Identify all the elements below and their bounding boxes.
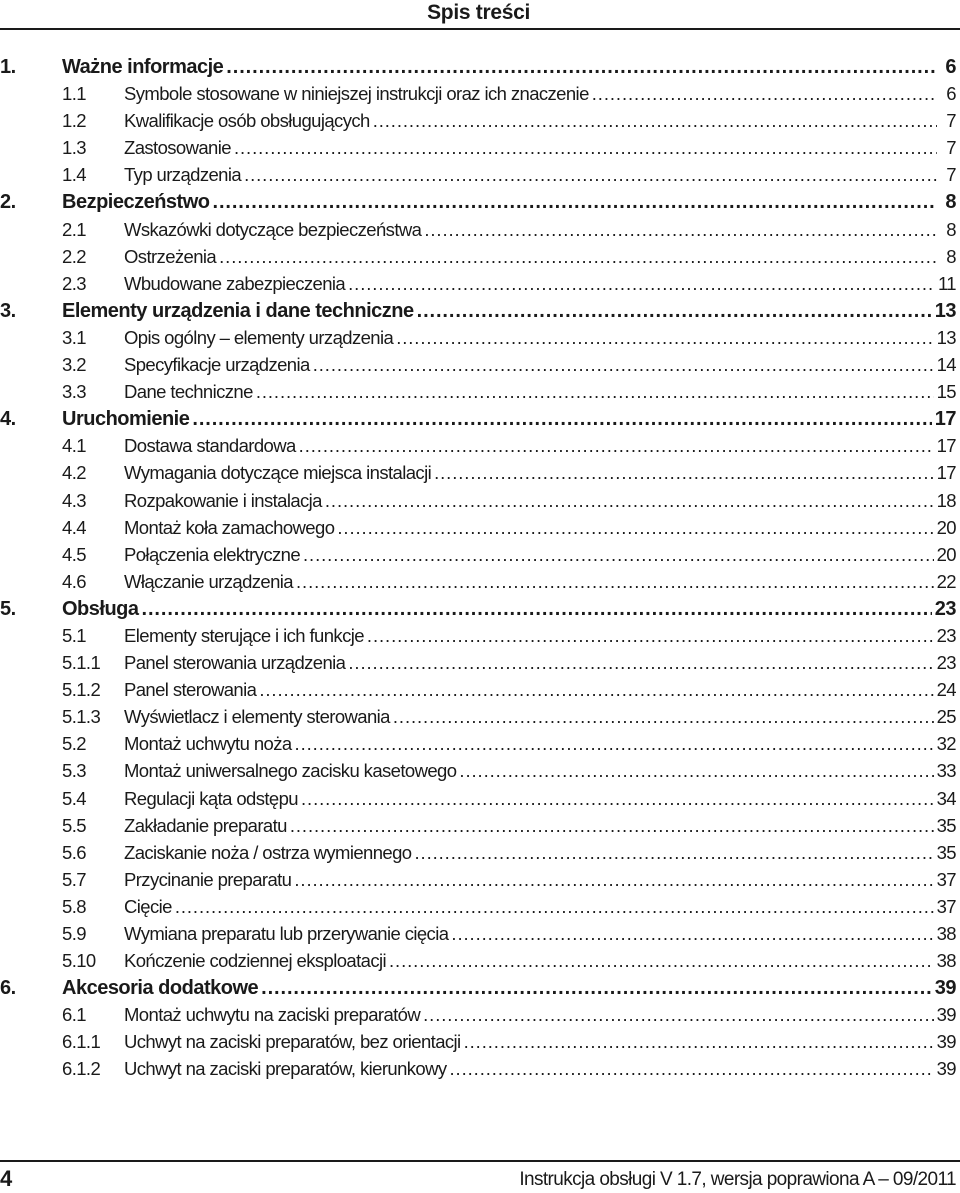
toc-entry-number: 5.4 [62, 787, 86, 809]
toc-chapter-entry[interactable] [0, 191, 960, 218]
toc-entry-title: Kończenie codziennej eksploatacji [124, 950, 386, 972]
toc-entry-title: Typ urządzenia [124, 164, 242, 186]
toc-section-entry[interactable] [0, 462, 960, 489]
toc-dot-leader [417, 300, 932, 323]
toc-chapter-entry[interactable] [0, 56, 960, 83]
toc-section-entry[interactable] [0, 354, 960, 381]
toc-entry-page: 39 [936, 1058, 956, 1080]
toc-entry-number: 6. [0, 977, 16, 1000]
toc-entry-title: Przycinanie preparatu [124, 868, 292, 890]
footer-document-info: Instrukcja obsługi V 1.7, wersja poprawiona A – 09/2011 [519, 1169, 956, 1190]
toc-entry-number: 4.2 [62, 462, 86, 484]
toc-entry-title: Panel sterowania [124, 679, 257, 701]
toc-entry-title: Montaż uchwytu na zaciski preparatów [124, 1004, 421, 1026]
toc-section-entry[interactable] [0, 1004, 960, 1031]
toc-section-entry[interactable] [0, 842, 960, 869]
toc-section-entry[interactable] [0, 219, 960, 246]
toc-entry-title: Włączanie urządzenia [124, 570, 293, 592]
toc-entry-title: Rozpakowanie i instalacja [124, 489, 322, 511]
footer-divider [0, 1160, 960, 1162]
toc-entry-title: Zakładanie preparatu [124, 814, 287, 836]
toc-section-entry[interactable] [0, 544, 960, 571]
toc-entry-number: 2.2 [62, 245, 86, 267]
toc-dot-leader [325, 490, 934, 512]
toc-dot-leader [313, 354, 934, 376]
toc-entry-title: Dostawa standardowa [124, 435, 296, 457]
toc-dot-leader [244, 164, 937, 186]
toc-entry-number: 5.1.2 [62, 679, 101, 701]
toc-entry-number: 4.3 [62, 489, 86, 511]
toc-entry-number: 1.2 [62, 110, 86, 132]
toc-dot-leader [256, 381, 934, 403]
toc-entry-title: Ostrzeżenia [124, 245, 217, 267]
toc-entry-page: 11 [937, 272, 956, 294]
toc-chapter-entry[interactable] [0, 598, 960, 625]
toc-entry-number: 3.2 [62, 354, 86, 376]
toc-entry-title: Symbole stosowane w niniejszej instrukcji oraz ich znaczenie [124, 83, 589, 105]
toc-entry-title: Elementy urządzenia i dane techniczne [62, 299, 414, 322]
toc-entry-title: Uchwyt na zaciski preparatów, kierunkowy [124, 1058, 447, 1080]
toc-section-entry[interactable] [0, 896, 960, 923]
toc-dot-leader [290, 815, 934, 837]
toc-entry-number: 1.3 [62, 137, 86, 159]
toc-entry-title: Wyświetlacz i elementy sterowania [124, 706, 390, 728]
toc-entry-number: 5.1.1 [62, 652, 101, 674]
toc-section-entry[interactable] [0, 733, 960, 760]
toc-entry-page: 6 [945, 56, 956, 78]
toc-dot-leader [424, 219, 937, 241]
toc-section-entry[interactable] [0, 110, 960, 137]
toc-entry-title: Opis ogólny – elementy urządzenia [124, 326, 394, 348]
toc-entry-number: 1.1 [62, 83, 86, 105]
toc-entry-number: 5.8 [62, 895, 86, 917]
toc-entry-number: 4.6 [62, 570, 86, 592]
toc-entry-title: Dane techniczne [124, 381, 253, 403]
toc-chapter-entry[interactable] [0, 300, 960, 327]
toc-entry-number: 5.3 [62, 760, 86, 782]
toc-chapter-entry[interactable] [0, 977, 960, 1004]
toc-entry-page: 22 [936, 570, 956, 592]
toc-entry-page: 39 [934, 977, 956, 1000]
toc-entry-title: Akcesoria dodatkowe [62, 977, 259, 1000]
toc-dot-leader [299, 435, 934, 457]
toc-dot-leader [459, 760, 933, 782]
toc-entry-title: Połączenia elektryczne [124, 543, 301, 565]
toc-entry-number: 4.4 [62, 516, 86, 538]
toc-dot-leader [393, 706, 934, 728]
toc-entry-page: 8 [946, 245, 956, 267]
toc-entry-page: 7 [946, 110, 956, 132]
toc-section-entry[interactable] [0, 869, 960, 896]
toc-entry-title: Uchwyt na zaciski preparatów, bez orientacji [124, 1031, 461, 1053]
toc-entry-page: 7 [946, 164, 956, 186]
toc-dot-leader [592, 83, 937, 105]
toc-entry-title: Panel sterowania urządzenia [124, 652, 346, 674]
toc-entry-number: 3.3 [62, 381, 86, 403]
toc-entry-number: 4.5 [62, 543, 86, 565]
toc-dot-leader [296, 571, 934, 593]
toc-dot-leader [301, 788, 934, 810]
toc-entry-number: 2.3 [62, 272, 86, 294]
toc-section-entry[interactable] [0, 137, 960, 164]
toc-dot-leader [373, 110, 937, 132]
toc-entry-number: 5.5 [62, 814, 86, 836]
toc-entry-page: 13 [934, 299, 956, 322]
toc-entry-page: 38 [936, 923, 956, 944]
toc-dot-leader [337, 517, 933, 539]
toc-dot-leader [294, 869, 933, 891]
toc-entry-number: 4. [0, 408, 16, 431]
toc-section-entry[interactable] [0, 788, 960, 815]
toc-entry-number: 5.9 [62, 923, 86, 944]
toc-section-entry[interactable] [0, 327, 960, 354]
toc-entry-page: 35 [936, 841, 956, 863]
toc-entry-page: 25 [936, 706, 956, 728]
toc-entry-page: 23 [934, 597, 956, 620]
toc-entry-title: Wbudowane zabezpieczenia [124, 272, 346, 294]
toc-section-entry[interactable] [0, 760, 960, 787]
toc-section-entry[interactable] [0, 1058, 960, 1085]
toc-entry-title: Obsługa [62, 597, 139, 620]
footer-page-number: 4 [0, 1166, 13, 1191]
toc-section-entry[interactable] [0, 625, 960, 652]
toc-entry-number: 5.1.3 [62, 706, 101, 728]
toc-entry-page: 38 [936, 950, 956, 972]
toc-entry-page: 17 [934, 408, 956, 431]
toc-section-entry[interactable] [0, 517, 960, 544]
toc-entry-title: Kwalifikacje osób obsługujących [124, 110, 370, 132]
toc-entry-number: 5.2 [62, 733, 86, 755]
toc-dot-leader [226, 56, 937, 79]
toc-section-entry[interactable] [0, 923, 960, 950]
toc-dot-leader [142, 598, 932, 621]
toc-dot-leader [423, 1004, 933, 1026]
toc-entry-number: 6.1 [62, 1004, 86, 1026]
toc-dot-leader [434, 462, 934, 484]
toc-entry-page: 37 [936, 895, 956, 917]
toc-section-entry[interactable] [0, 273, 960, 300]
toc-dot-leader [396, 327, 933, 349]
toc-entry-page: 39 [936, 1031, 956, 1053]
toc-entry-page: 34 [936, 787, 956, 809]
toc-entry-page: 17 [936, 435, 956, 457]
toc-entry-page: 23 [936, 652, 956, 674]
toc-entry-page: 13 [936, 326, 956, 348]
toc-entry-number: 5. [0, 597, 16, 620]
toc-section-entry[interactable] [0, 435, 960, 462]
toc-dot-leader [192, 408, 931, 431]
toc-dot-leader [389, 950, 934, 972]
toc-dot-leader [367, 625, 934, 647]
toc-entry-number: 6.1.2 [62, 1058, 101, 1080]
toc-dot-leader [414, 842, 933, 864]
toc-section-entry[interactable] [0, 571, 960, 598]
toc-entry-title: Zastosowanie [124, 137, 231, 159]
toc-entry-number: 5.10 [62, 950, 96, 972]
toc-entry-page: 39 [936, 1004, 956, 1026]
toc-entry-number: 3.1 [62, 326, 86, 348]
toc-entry-number: 5.1 [62, 624, 86, 646]
toc-section-entry[interactable] [0, 83, 960, 110]
toc-entry-page: 37 [936, 868, 956, 890]
toc-entry-title: Zaciskanie noża / ostrza wymiennego [124, 841, 412, 863]
toc-entry-title: Cięcie [124, 895, 172, 917]
toc-section-entry[interactable] [0, 490, 960, 517]
toc-entry-page: 17 [936, 462, 956, 484]
toc-entry-page: 7 [946, 137, 956, 159]
toc-section-entry[interactable] [0, 652, 960, 679]
toc-entry-title: Regulacji kąta odstępu [124, 787, 298, 809]
toc-entry-title: Elementy sterujące i ich funkcje [124, 624, 364, 646]
toc-entry-number: 2. [0, 191, 16, 214]
toc-chapter-entry[interactable] [0, 408, 960, 435]
toc-entry-number: 5.7 [62, 868, 86, 890]
toc-entry-page: 8 [946, 218, 956, 240]
page-title: Spis treści [427, 1, 530, 24]
toc-entry-page: 14 [936, 354, 956, 376]
toc-entry-page: 33 [936, 760, 956, 782]
toc-dot-leader [451, 923, 933, 945]
toc-entry-page: 35 [936, 814, 956, 836]
toc-section-entry[interactable] [0, 164, 960, 191]
toc-section-entry[interactable] [0, 706, 960, 733]
toc-entry-number: 1.4 [62, 164, 86, 186]
toc-entry-title: Specyfikacje urządzenia [124, 354, 310, 376]
toc-entry-title: Bezpieczeństwo [62, 191, 210, 214]
toc-entry-title: Montaż uchwytu noża [124, 733, 292, 755]
toc-entry-page: 20 [936, 543, 956, 565]
toc-dot-leader [348, 273, 935, 295]
toc-dot-leader [450, 1058, 934, 1080]
toc-dot-leader [295, 733, 934, 755]
toc-section-entry[interactable] [0, 815, 960, 842]
toc-section-entry[interactable] [0, 381, 960, 408]
toc-entry-page: 15 [936, 381, 956, 403]
toc-entry-page: 23 [936, 624, 956, 646]
toc-entry-title: Uruchomienie [62, 408, 190, 431]
toc-entry-page: 8 [945, 191, 956, 214]
toc-dot-leader [234, 137, 937, 159]
table-of-contents [0, 56, 960, 1086]
header-divider [0, 28, 960, 30]
toc-dot-leader [212, 191, 937, 214]
toc-entry-title: Wskazówki dotyczące bezpieczeństwa [124, 218, 422, 240]
toc-entry-number: 2.1 [62, 218, 86, 240]
toc-dot-leader [261, 977, 932, 1000]
toc-entry-number: 5.6 [62, 841, 86, 863]
toc-entry-number: 4.1 [62, 435, 86, 457]
toc-entry-page: 18 [936, 489, 956, 511]
toc-entry-title: Montaż uniwersalnego zacisku kasetowego [124, 760, 457, 782]
toc-entry-number: 6.1.1 [62, 1031, 101, 1053]
toc-entry-title: Wymiana preparatu lub przerywanie cięcia [124, 923, 449, 944]
toc-entry-page: 24 [936, 679, 956, 701]
toc-dot-leader [464, 1031, 934, 1053]
toc-section-entry[interactable] [0, 950, 960, 977]
toc-section-entry[interactable] [0, 1031, 960, 1058]
toc-entry-title: Ważne informacje [62, 56, 224, 78]
toc-entry-page: 6 [946, 83, 956, 105]
toc-entry-number: 1. [0, 56, 16, 78]
toc-dot-leader [219, 246, 937, 268]
toc-entry-number: 3. [0, 299, 16, 322]
toc-section-entry[interactable] [0, 679, 960, 706]
toc-dot-leader [348, 652, 933, 674]
toc-entry-title: Montaż koła zamachowego [124, 516, 335, 538]
toc-entry-page: 20 [936, 516, 956, 538]
toc-dot-leader [259, 679, 933, 701]
toc-dot-leader [303, 544, 934, 566]
toc-dot-leader [175, 896, 934, 918]
toc-entry-page: 32 [936, 733, 956, 755]
toc-section-entry[interactable] [0, 246, 960, 273]
toc-entry-title: Wymagania dotyczące miejsca instalacji [124, 462, 432, 484]
